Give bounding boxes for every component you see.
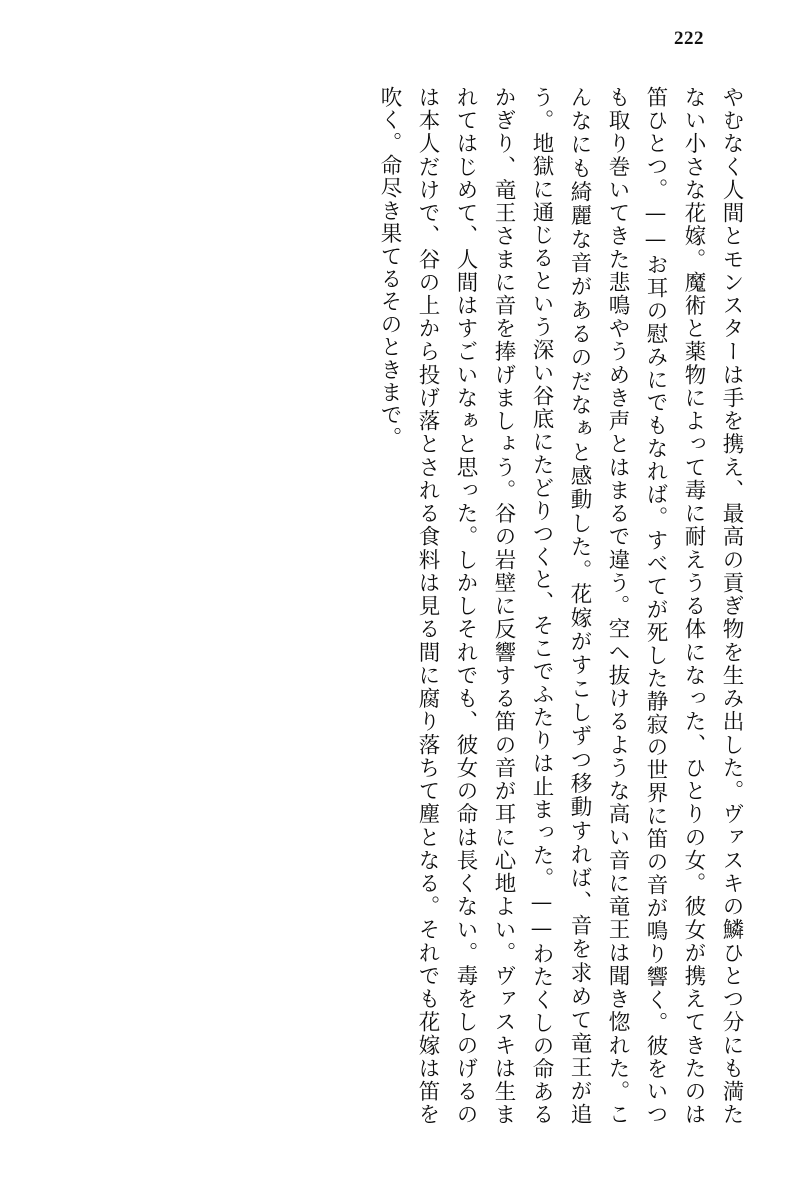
- page-body-text: やむなく人間とモンスターは手を携え、最高の貢ぎ物を生み出した。ヴァスキの鱗ひとつ分にも満たない小さな花嫁。魔術と薬物によって毒に耐えうる体になった、ひとりの女。彼女が携えてきたのは笛ひとつ。——お耳の慰みにでもなれば。すべてが死した静寂の世界に笛の音が鳴り響く。彼をいつも取り巻いてきた悲鳴やうめき声とはまるで違う。空へ抜けるような高い音に竜王は聞き惚れた。こんなにも綺麗な音があるのだなぁと感動した。花嫁がすこしずつ移動すれば、音を求めて竜王が追う。地獄に通じるという深い谷底にたどりつくと、そこでふたりは止まった。——わたくしの命あるかぎり、竜王さまに音を捧げましょう。谷の岩壁に反響する笛の音が耳に心地よい。ヴァスキは生まれてはじめて、人間はすごいなぁと思った。しかしそれでも、彼女の命は長くない。毒をしのげるのは本人だけで、谷の上から投げ落とされる食料は見る間に腐り落ちて塵となる。それでも花嫁は笛を吹く。命尽き果てるそのときまで。: [377, 86, 744, 1126]
- page-number: 222: [674, 28, 704, 49]
